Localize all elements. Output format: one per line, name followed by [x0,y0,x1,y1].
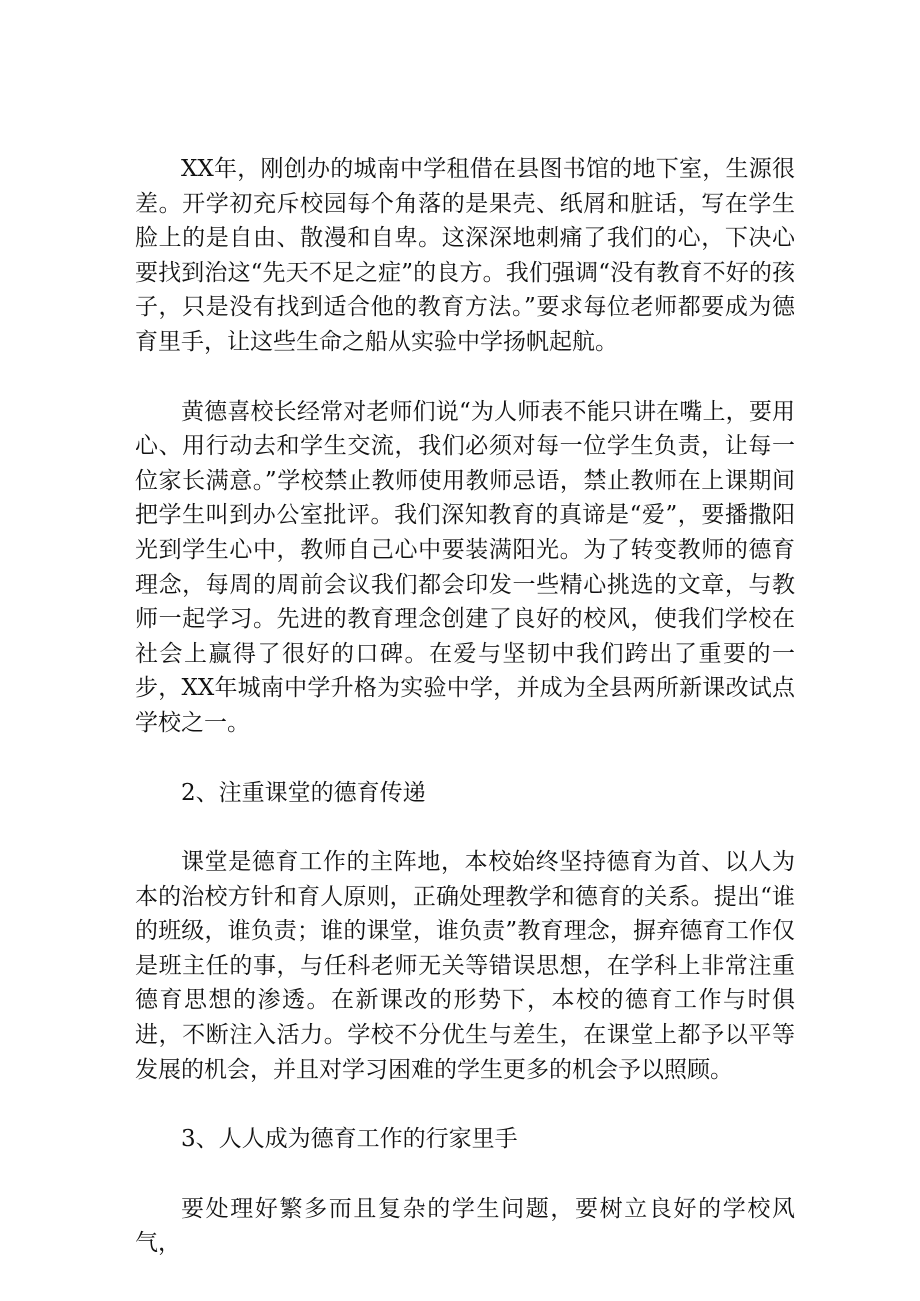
section-heading-everyone-expert: 3、人人成为德育工作的行家里手 [181,1126,518,1153]
section-heading-classroom: 2、注重课堂的德育传递 [181,779,426,806]
document-body [135,152,795,1261]
paragraph-school-founding: XX年，刚创办的城南中学租借在县图书馆的地下室，生源很差。开学初充斥校园每个角落的是果壳、纸屑和脏话，写在学生脸上的是自由、散漫和自卑。这深深地刺痛了我们的心，下决心要找到治这“先天不足之症”的良方。我们强调“没有教育不好的孩子，只是没有找到适合他的教育方法。”要求每位老师都要成为德育里手，让这些生命之船从实验中学扬帆起航。 [135,156,795,355]
paragraph-principal-quote: 黄德喜校长经常对老师们说“为人师表不能只讲在嘴上，要用心、用行动去和学生交流，我们必须对每一位学生负责，让每一位家长满意。”学校禁止教师使用教师忌语，禁止教师在上课期间把学生叫到办公室批评。我们深知教育的真谛是“爱”，要播撒阳光到学生心中，教师自己心中要装满阳光。为了转变教师的德育理念，每周的周前会议我们都会印发一些精心挑选的文章，与教师一起学习。先进的教育理念创建了良好的校风，使我们学校在社会上赢得了很好的口碑。在爱与坚韧中我们跨出了重要的一步，XX年城南中学升格为实验中学，并成为全县两所新课改试点学校之一。 [135,398,795,736]
paragraph-student-issues: 要处理好繁多而且复杂的学生问题，要树立良好的学校风气， [135,1195,795,1257]
paragraph-classroom-moral-education: 课堂是德育工作的主阵地，本校始终坚持德育为首、以人为本的治校方针和育人原则，正确处理教学和德育的关系。提出“谁的班级，谁负责；谁的课堂，谁负责”教育理念，摒弃德育工作仅是班主任的事，与任科老师无关等错误思想，在学科上非常注重德育思想的渗透。在新课改的形势下，本校的德育工作与时俱进，不断注入活力。学校不分优生与差生，在课堂上都予以平等发展的机会，并且对学习困难的学生更多的机会予以照顾。 [135,849,795,1083]
